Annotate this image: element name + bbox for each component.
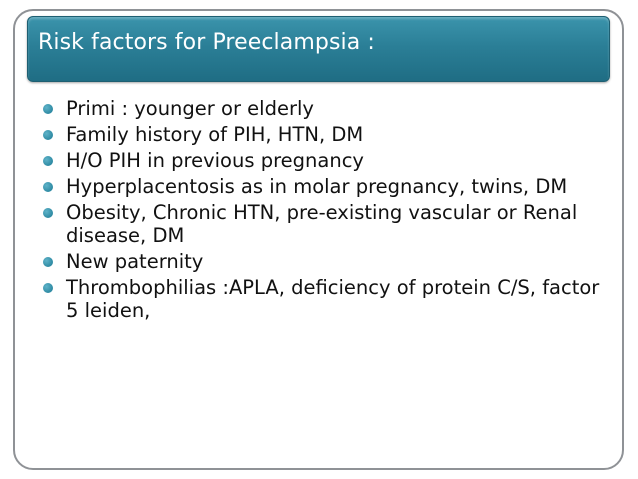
bullet-text: New paternity <box>66 250 204 273</box>
bullet-text: Obesity, Chronic HTN, pre-existing vascular or Renal disease, DM <box>66 201 578 247</box>
bullet-item <box>42 123 602 146</box>
bullet-text: Thrombophilias :APLA, deficiency of protein C/S, factor 5 leiden, <box>66 276 600 322</box>
round-bullet-icon <box>43 182 53 192</box>
bullet-item <box>42 250 602 273</box>
bullet-item <box>42 175 602 198</box>
bullet-text: H/O PIH in previous pregnancy <box>66 149 364 172</box>
bullet-list <box>42 97 602 325</box>
slide-title: Risk factors for Preeclampsia : <box>38 30 375 55</box>
bullet-text: Primi : younger or elderly <box>66 97 314 120</box>
bullet-item <box>42 97 602 120</box>
round-bullet-icon <box>43 257 53 267</box>
round-bullet-icon <box>43 156 53 166</box>
bullet-item <box>42 149 602 172</box>
round-bullet-icon <box>43 104 53 114</box>
bullet-text: Family history of PIH, HTN, DM <box>66 123 364 146</box>
bullet-item <box>42 201 602 247</box>
bullet-text: Hyperplacentosis as in molar pregnancy, twins, DM <box>66 175 568 198</box>
round-bullet-icon <box>43 208 53 218</box>
round-bullet-icon <box>43 130 53 140</box>
bullet-item <box>42 276 602 322</box>
round-bullet-icon <box>43 283 53 293</box>
